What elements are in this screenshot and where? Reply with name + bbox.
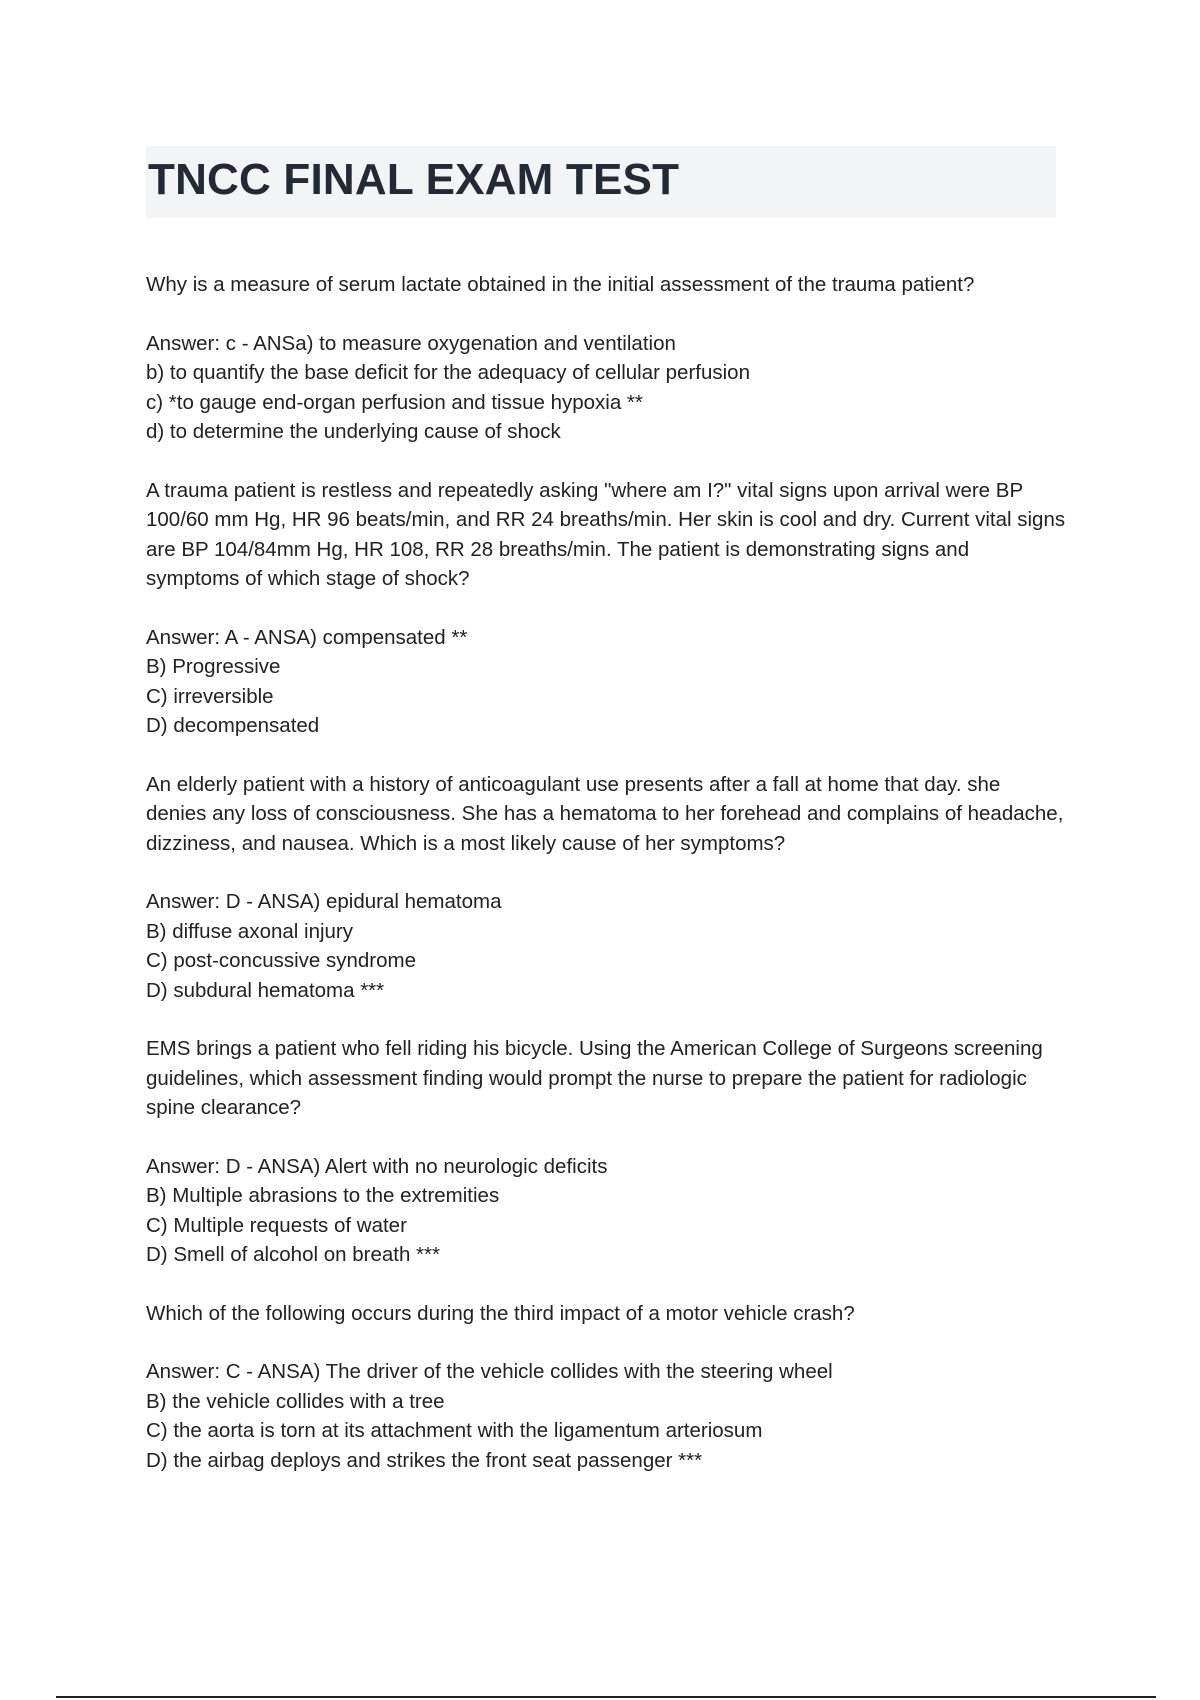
answer-line: D) decompensated	[146, 714, 320, 737]
answer-block	[146, 887, 1066, 1005]
answer-line: B) the vehicle collides with a tree	[146, 1389, 445, 1413]
answer-line: Answer: C - ANSA) The driver of the vehicle collides with the steering wheel	[146, 1360, 833, 1383]
title-band	[146, 146, 1056, 218]
question-list	[146, 270, 1066, 1504]
answer-line: c) *to gauge end-organ perfusion and tissue hypoxia **	[146, 390, 643, 414]
question-text: An elderly patient with a history of anticoagulant use presents after a fall at home that day. she denies any loss of consciousness. She has a hematoma to her forehead and complains of headache, dizziness, and nausea. Which is a most likely cause of her symptoms?	[146, 772, 1064, 855]
question-text: Which of the following occurs during the third impact of a motor vehicle crash?	[146, 1301, 855, 1325]
answer-block	[146, 623, 1066, 741]
answer-line: C) post-concussive syndrome	[146, 949, 417, 972]
footer-divider	[56, 1696, 1156, 1698]
answer-line: D) the airbag deploys and strikes the front seat passenger ***	[146, 1448, 703, 1472]
answer-line: B) Progressive	[146, 655, 281, 678]
answer-line: Answer: c - ANSa) to measure oxygenation and ventilation	[146, 331, 676, 355]
question-text: EMS brings a patient who fell riding his bicycle. Using the American College of Surgeons screening guidelines, which assessment finding would prompt the nurse to prepare the patient for radiologic spine clearance?	[146, 1037, 1043, 1119]
question-item-1	[146, 270, 1066, 447]
question-text: A trauma patient is restless and repeatedly asking "where am I?" vital signs upon arrival were BP 100/60 mm Hg, HR 96 beats/min, and RR 24 breaths/min. Her skin is cool and dry. Current vital signs are BP 104/84mm Hg, HR 108, RR 28 breaths/min. The patient is demonstrating signs and symptoms of which stage of shock?	[146, 478, 1066, 590]
answer-line: C) irreversible	[146, 684, 274, 708]
answer-line: D) subdural hematoma ***	[146, 978, 385, 1002]
answer-line: B) diffuse axonal injury	[146, 919, 354, 943]
answer-line: Answer: A - ANSA) compensated **	[146, 625, 468, 649]
answer-line: Answer: D - ANSA) epidural hematoma	[146, 890, 502, 913]
answer-line: C) Multiple requests of water	[146, 1213, 407, 1237]
answer-block	[146, 329, 1066, 447]
page-title: TNCC FINAL EXAM TEST	[148, 155, 680, 204]
answer-line: b) to quantify the base deficit for the adequacy of cellular perfusion	[146, 361, 750, 384]
question-item-4	[146, 1034, 1066, 1270]
answer-line: Answer: D - ANSA) Alert with no neurologic deficits	[146, 1154, 608, 1178]
answer-block	[146, 1152, 1066, 1270]
question-item-2	[146, 476, 1066, 741]
answer-line: d) to determine the underlying cause of shock	[146, 420, 561, 443]
answer-block	[146, 1357, 1066, 1475]
answer-line: D) Smell of alcohol on breath ***	[146, 1243, 440, 1266]
question-item-5	[146, 1299, 1066, 1476]
answer-line: C) the aorta is torn at its attachment with the ligamentum arteriosum	[146, 1419, 763, 1442]
question-text: Why is a measure of serum lactate obtained in the initial assessment of the trauma patient?	[146, 273, 975, 296]
question-item-3	[146, 770, 1066, 1006]
answer-line: B) Multiple abrasions to the extremities	[146, 1184, 500, 1207]
